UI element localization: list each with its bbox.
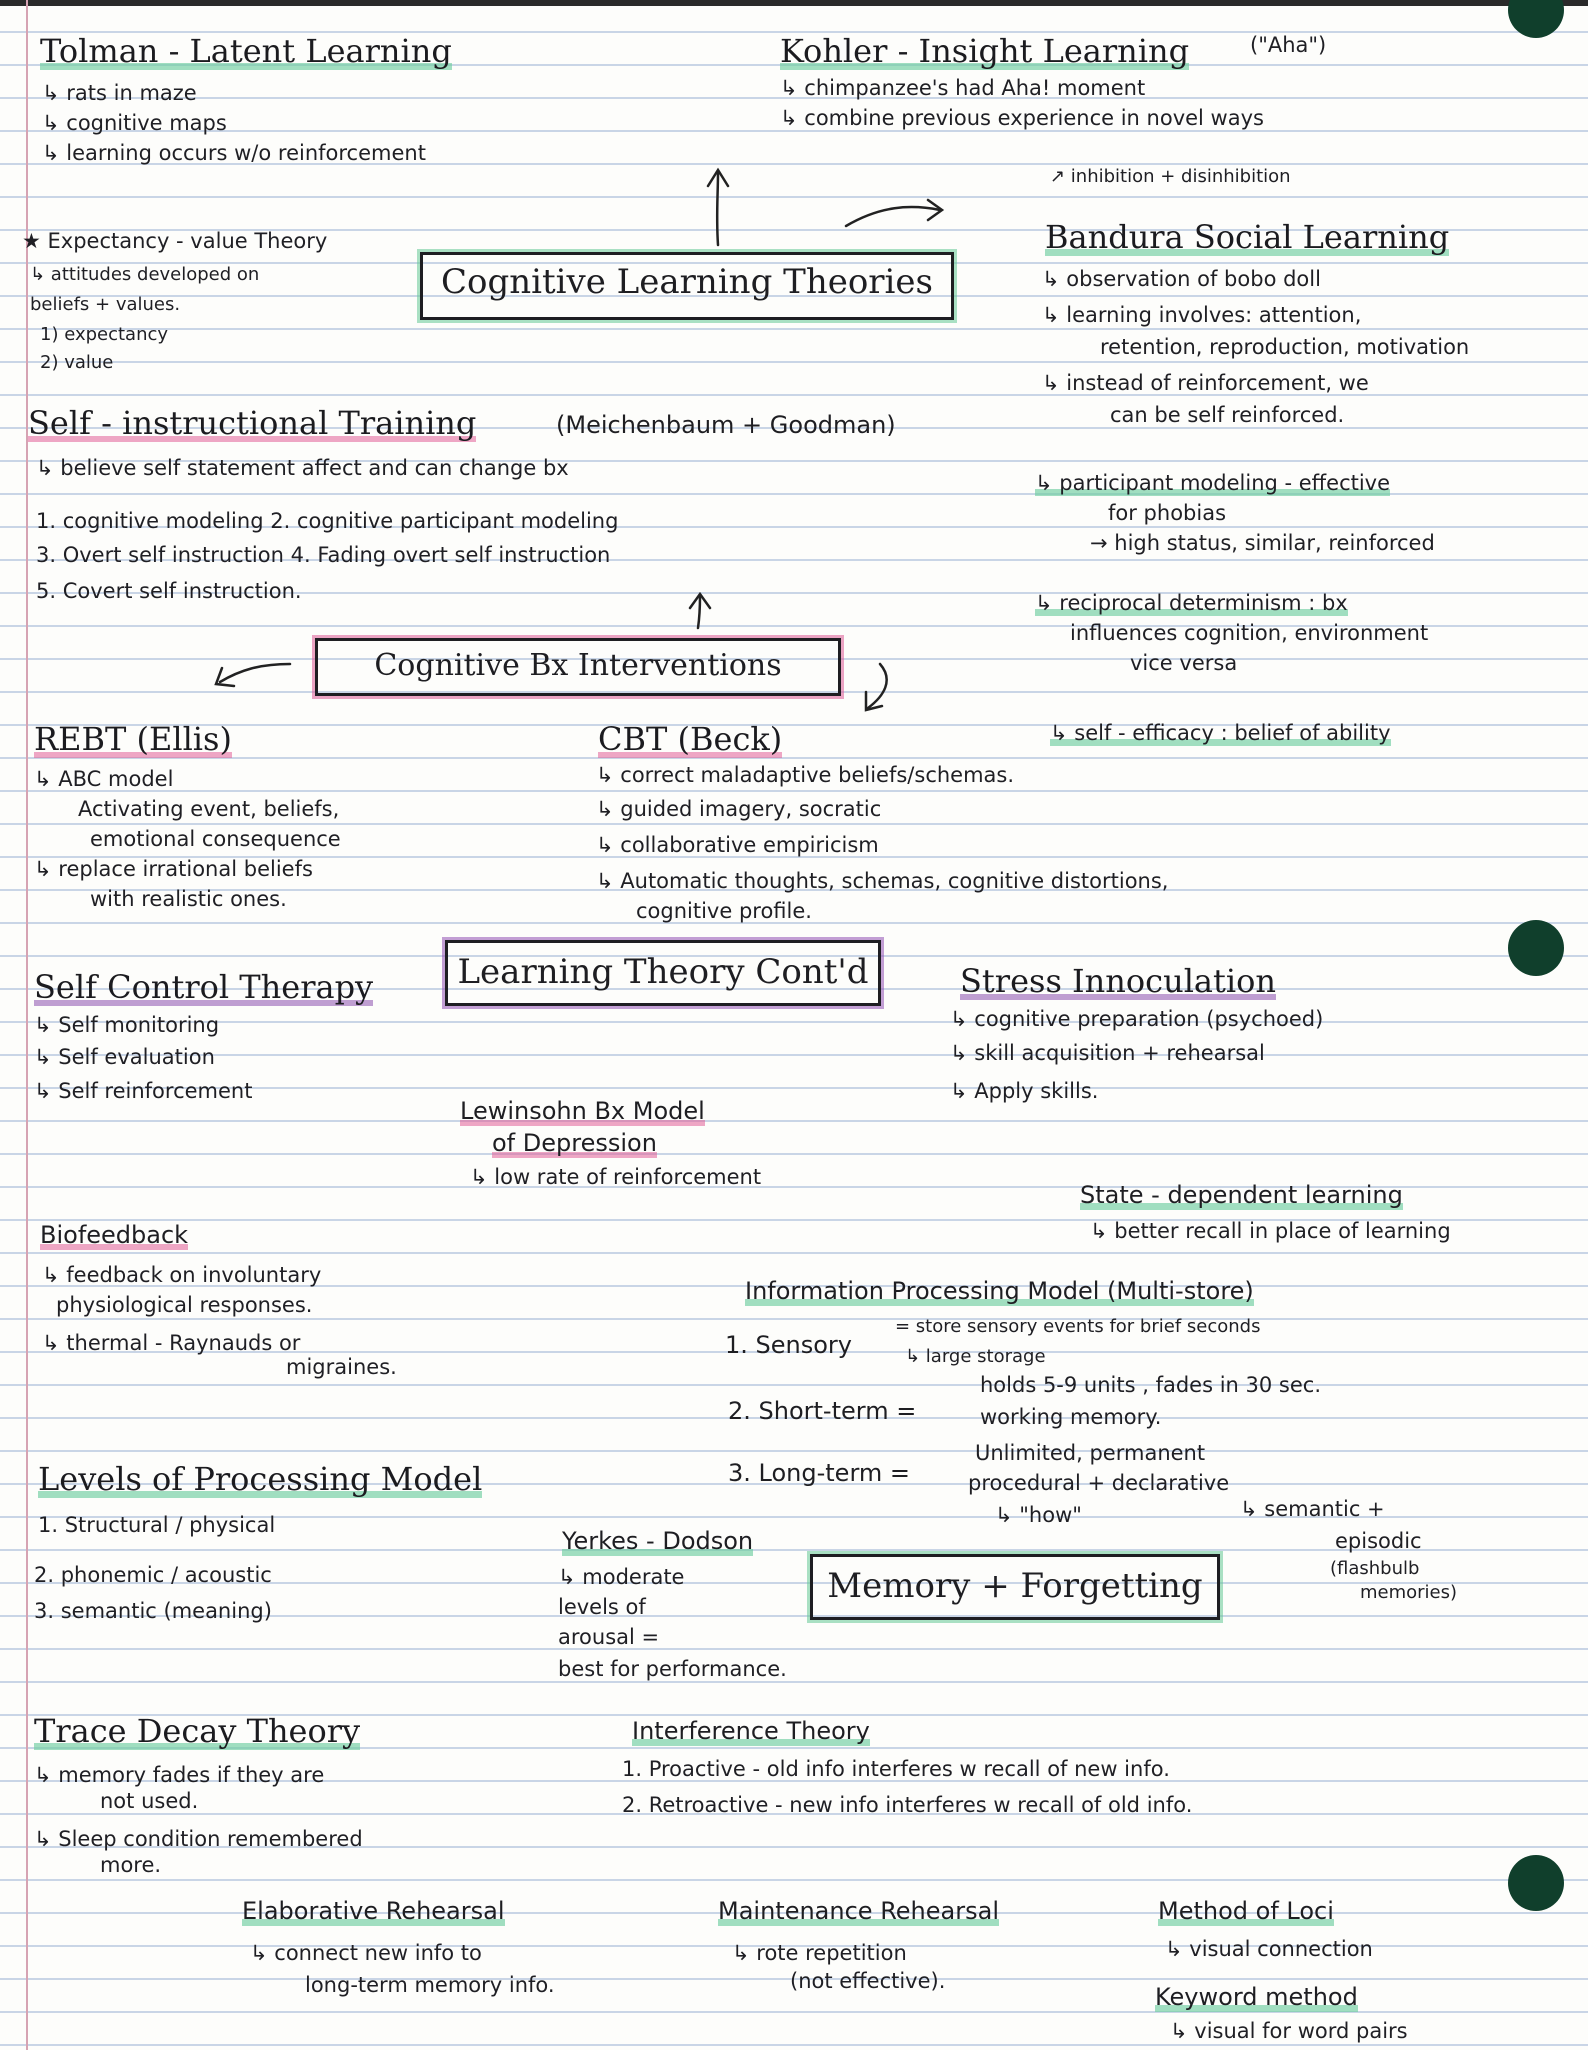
yerkes-line-3: arousal = (558, 1625, 660, 1649)
bandura-line-7: for phobias (1108, 501, 1227, 525)
levels-heading: Levels of Processing Model (38, 1460, 483, 1498)
trace-line-4: more. (100, 1853, 162, 1877)
bandura-line-3: retention, reproduction, motivation (1100, 335, 1470, 359)
lewinsohn-heading-1: Lewinsohn Bx Model (460, 1097, 705, 1125)
rebt-line-5: with realistic ones. (90, 887, 287, 911)
arrow-to-cbt (868, 664, 887, 708)
info-sensory-label: 1. Sensory (725, 1331, 852, 1359)
lewinsohn-line: ↳ low rate of reinforcement (470, 1165, 762, 1189)
bandura-line-2: ↳ learning involves: attention, (1042, 303, 1362, 327)
expectancy-heading: ★ Expectancy - value Theory (22, 229, 328, 253)
kohler-heading: Kohler - Insight Learning (780, 32, 1190, 70)
cbt-line-3: ↳ collaborative empiricism (596, 833, 879, 857)
rebt-line-1: ↳ ABC model (34, 767, 174, 791)
biofeedback-line-2: physiological responses. (56, 1293, 313, 1317)
stress-line-3: ↳ Apply skills. (950, 1079, 1099, 1103)
rebt-line-3: emotional consequence (90, 827, 341, 851)
cbt-line-5: cognitive profile. (636, 899, 812, 923)
biofeedback-line-4: migraines. (286, 1355, 397, 1379)
info-episodic: episodic (1335, 1529, 1422, 1553)
yerkes-heading: Yerkes - Dodson (562, 1527, 754, 1555)
inhibition-note: ↗ inhibition + disinhibition (1050, 166, 1291, 187)
self-control-line-2: ↳ Self evaluation (34, 1045, 215, 1069)
interference-line-2: 2. Retroactive - new info interferes w recall of old info. (622, 1793, 1193, 1817)
trace-line-3: ↳ Sleep condition remembered (34, 1827, 363, 1851)
expectancy-line-3: 1) expectancy (40, 324, 169, 345)
tolman-heading: Tolman - Latent Learning (40, 32, 452, 70)
loci-heading: Method of Loci (1158, 1897, 1334, 1925)
info-short-desc-1: holds 5-9 units , fades in 30 sec. (980, 1373, 1321, 1397)
yerkes-line-4: best for performance. (558, 1657, 787, 1681)
interference-heading: Interference Theory (632, 1717, 870, 1745)
expectancy-line-2: beliefs + values. (30, 294, 181, 315)
yerkes-line-1: ↳ moderate (558, 1565, 685, 1589)
rebt-line-2: Activating event, beliefs, (78, 797, 340, 821)
bandura-line-11: vice versa (1130, 651, 1238, 675)
expectancy-line-1: ↳ attitudes developed on (30, 264, 260, 285)
state-dependent-heading: State - dependent learning (1080, 1181, 1403, 1209)
info-processing-heading: Information Processing Model (Multi-store) (745, 1277, 1254, 1305)
maintenance-line-1: ↳ rote repetition (732, 1941, 907, 1965)
yerkes-line-2: levels of (558, 1595, 646, 1619)
rebt-heading: REBT (Ellis) (34, 720, 232, 758)
arrow-to-kohler (846, 207, 940, 226)
tolman-line-3: ↳ learning occurs w/o reinforcement (42, 141, 426, 165)
cbt-line-1: ↳ correct maladaptive beliefs/schemas. (596, 763, 1015, 787)
info-long-desc-1: Unlimited, permanent (975, 1441, 1206, 1465)
info-semantic: ↳ semantic + (1240, 1497, 1385, 1521)
kohler-line-1: ↳ chimpanzee's had Aha! moment (780, 76, 1146, 100)
info-short-label: 2. Short-term = (728, 1397, 917, 1425)
levels-line-2: 2. phonemic / acoustic (34, 1563, 272, 1587)
keyword-heading: Keyword method (1155, 1983, 1358, 2011)
keyword-line: ↳ visual for word pairs (1170, 2019, 1408, 2043)
bandura-line-12: ↳ self - efficacy : belief of ability (1050, 721, 1391, 745)
arrow-up-to-tolman (717, 172, 718, 245)
levels-line-1: 1. Structural / physical (38, 1513, 276, 1537)
self-instructional-line-2: 1. cognitive modeling 2. cognitive participant modeling (36, 509, 619, 533)
self-instructional-line-4: 5. Covert self instruction. (36, 579, 302, 603)
self-control-heading: Self Control Therapy (34, 968, 374, 1006)
bandura-line-4: ↳ instead of reinforcement, we (1042, 371, 1369, 395)
cognitive-bx-interventions-box: Cognitive Bx Interventions (315, 638, 841, 696)
stress-line-2: ↳ skill acquisition + rehearsal (950, 1041, 1265, 1065)
interference-line-1: 1. Proactive - old info interferes w recall of new info. (622, 1757, 1170, 1781)
info-short-desc-2: working memory. (980, 1405, 1162, 1429)
kohler-line-2: ↳ combine previous experience in novel ways (780, 106, 1264, 130)
info-flashbulb-1: (flashbulb (1330, 1558, 1420, 1579)
lewinsohn-heading-2: of Depression (492, 1129, 657, 1157)
self-control-line-3: ↳ Self reinforcement (34, 1079, 253, 1103)
bandura-line-1: ↳ observation of bobo doll (1042, 267, 1321, 291)
self-instructional-authors: (Meichenbaum + Goodman) (556, 411, 896, 439)
stress-heading: Stress Innoculation (960, 962, 1276, 1000)
self-instructional-heading: Self - instructional Training (28, 404, 477, 442)
levels-line-3: 3. semantic (meaning) (34, 1599, 272, 1623)
expectancy-line-4: 2) value (40, 352, 114, 373)
info-sensory-sub: ↳ large storage (905, 1346, 1046, 1367)
memory-forgetting-box: Memory + Forgetting (810, 1554, 1220, 1620)
info-how: ↳ "how" (995, 1503, 1082, 1527)
bandura-line-5: can be self reinforced. (1110, 403, 1345, 427)
state-dependent-line: ↳ better recall in place of learning (1090, 1219, 1451, 1243)
rebt-line-4: ↳ replace irrational beliefs (34, 857, 313, 881)
elaborative-line-2: long-term memory info. (305, 1973, 555, 1997)
biofeedback-line-3: ↳ thermal - Raynauds or (42, 1331, 301, 1355)
info-flashbulb-2: memories) (1360, 1582, 1458, 1603)
biofeedback-line-1: ↳ feedback on involuntary (42, 1263, 322, 1287)
elaborative-heading: Elaborative Rehearsal (242, 1897, 505, 1925)
trace-line-2: not used. (100, 1789, 199, 1813)
arrow-up-to-self-instruction (698, 596, 700, 628)
info-long-desc-2: procedural + declarative (968, 1471, 1230, 1495)
bandura-line-6: ↳ participant modeling - effective (1035, 471, 1391, 495)
self-control-line-1: ↳ Self monitoring (34, 1013, 220, 1037)
arrow-to-rebt (220, 664, 290, 682)
maintenance-line-2: (not effective). (790, 1969, 946, 1993)
tolman-line-1: ↳ rats in maze (42, 81, 197, 105)
self-instructional-line-1: ↳ believe self statement affect and can change bx (36, 456, 569, 480)
stress-line-1: ↳ cognitive preparation (psychoed) (950, 1007, 1324, 1031)
learning-theory-contd-box: Learning Theory Cont'd (445, 940, 881, 1006)
bandura-heading: Bandura Social Learning (1045, 218, 1450, 256)
self-instructional-line-3: 3. Overt self instruction 4. Fading overt self instruction (36, 543, 611, 567)
trace-heading: Trace Decay Theory (34, 1712, 361, 1750)
tolman-line-2: ↳ cognitive maps (42, 111, 227, 135)
elaborative-line-1: ↳ connect new info to (250, 1941, 482, 1965)
bandura-line-9: ↳ reciprocal determinism : bx (1035, 591, 1348, 615)
info-long-label: 3. Long-term = (728, 1459, 911, 1487)
cbt-heading: CBT (Beck) (598, 720, 783, 758)
cognitive-learning-theories-box: Cognitive Learning Theories (420, 252, 954, 320)
trace-line-1: ↳ memory fades if they are (34, 1763, 325, 1787)
cbt-line-4: ↳ Automatic thoughts, schemas, cognitive distortions, (596, 869, 1169, 893)
maintenance-heading: Maintenance Rehearsal (718, 1897, 999, 1925)
biofeedback-heading: Biofeedback (40, 1221, 189, 1249)
bandura-line-8: → high status, similar, reinforced (1090, 531, 1435, 555)
bandura-line-10: influences cognition, environment (1070, 621, 1429, 645)
kohler-tag: ("Aha") (1250, 33, 1327, 57)
loci-line: ↳ visual connection (1165, 1937, 1373, 1961)
cbt-line-2: ↳ guided imagery, socratic (596, 797, 882, 821)
info-sensory-desc: = store sensory events for brief seconds (895, 1316, 1261, 1337)
